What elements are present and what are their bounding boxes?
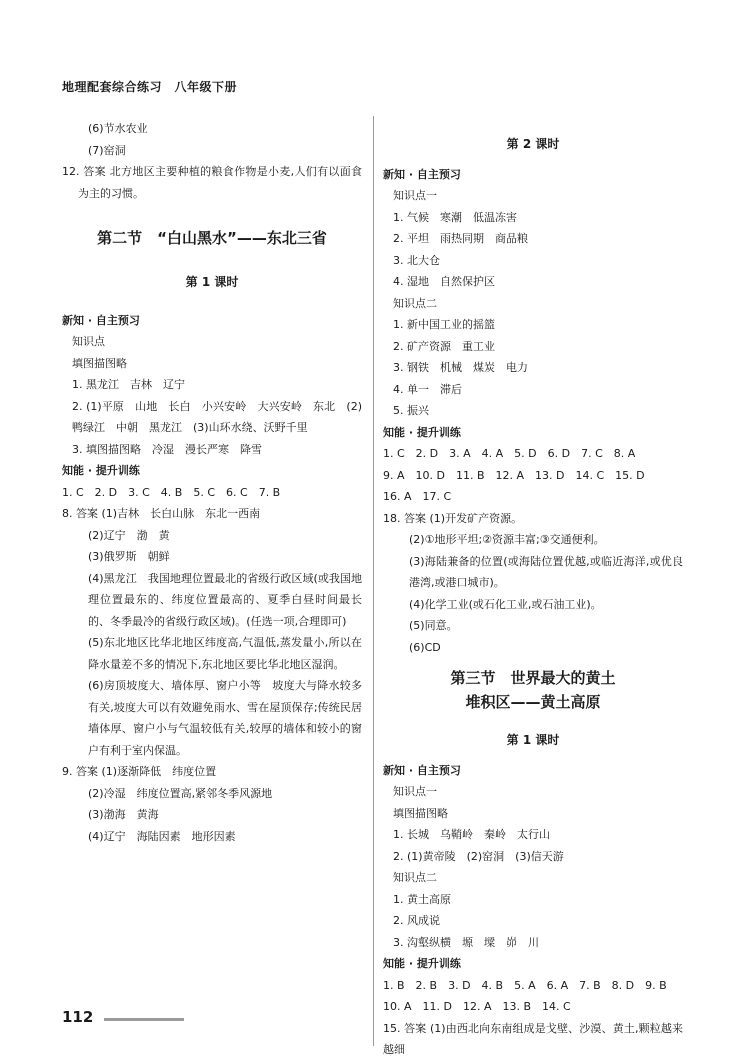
answer-line: 2. 矿产资源 重工业 — [393, 339, 495, 353]
column-divider — [373, 116, 374, 1046]
answer-line: 3. 填图描图略 冷湿 漫长严寒 降雪 — [72, 442, 262, 456]
answer-line: (3)海陆兼备的位置(或海陆位置优越,或临近海洋,或优良港湾,或港口城市)。 — [409, 554, 683, 589]
answer-line: 填图描图略 — [393, 806, 448, 820]
answer-line: 8. 答案 (1)吉林 长白山脉 东北一西南 — [62, 507, 261, 520]
answer-line: (6)房顶坡度大、墙体厚、窗户小等 坡度大与降水较多有关,坡度大可以有效避免雨水、雪在屋顶保存;传统民居墙体厚、窗户小与气温较低有关,较厚的墙体和较小的窗户有利于室内保温。 — [88, 679, 362, 757]
answer-line: 16. A 17. C — [383, 490, 452, 503]
answer-line: 1. 新中国工业的摇篮 — [393, 318, 495, 331]
answer-line: 3. 钢铁 机械 煤炭 电力 — [393, 361, 528, 374]
answer-line: 1. B 2. B 3. D 4. B 5. A 6. A 7. B 8. D 9. B — [383, 978, 667, 992]
right-column — [383, 118, 683, 1061]
lesson-title: 第 1 课时 — [185, 275, 239, 289]
answer-line: 2. 风成说 — [393, 914, 440, 927]
subsection-label: 新知 · 自主预习 — [62, 313, 140, 327]
answer-line: 4. 单一 滞后 — [393, 382, 462, 396]
answer-line: 1. 黑龙江 吉林 辽宁 — [72, 378, 185, 391]
subsection-label: 新知 · 自主预习 — [383, 763, 461, 777]
subsection-label: 知能 · 提升训练 — [383, 957, 461, 970]
answer-line: (2)①地形平坦;②资源丰富;③交通便利。 — [409, 533, 605, 546]
subsection-label: 知识点一 — [393, 785, 437, 798]
answer-line: 3. 沟壑纵横 塬 墚 峁 川 — [393, 935, 539, 949]
answer-line: 1. 黄土高原 — [393, 892, 451, 906]
answer-line: 1. 气候 寒潮 低温冻害 — [393, 210, 517, 224]
answer-line: (2)冷湿 纬度位置高,紧邻冬季风源地 — [88, 786, 273, 800]
answer-line: 18. 答案 (1)开发矿产资源。 — [383, 511, 523, 525]
lesson-title: 第 2 课时 — [506, 137, 560, 151]
subsection-label: 知识点 — [72, 335, 105, 348]
answer-line: 1. C 2. D 3. C 4. B 5. C 6. C 7. B — [62, 485, 281, 499]
answer-line: (6)CD — [409, 640, 441, 654]
subsection-label: 知识点二 — [393, 871, 437, 884]
section-title: 堆积区——黄土高原 — [465, 693, 601, 711]
section-title: 第二节 “白山黑水”——东北三省 — [97, 229, 327, 247]
answer-line: 4. 湿地 自然保护区 — [393, 275, 495, 288]
answer-line: 3. 北大仓 — [393, 253, 440, 267]
answer-line: 5. 振兴 — [393, 404, 429, 417]
subsection-label: 知识点二 — [393, 296, 437, 310]
answer-line: 填图描图略 — [72, 356, 127, 370]
answer-line: (4)黑龙江 我国地理位置最北的省级行政区域(或我国地理位置最东的、纬度位置最高的、夏季白昼时间最长的、冬季最冷的省级行政区域)。(任选一项,合理即可) — [88, 571, 362, 628]
answer-line: 2. 平坦 雨热同期 商品粮 — [393, 232, 528, 245]
answer-line: (3)渤海 黄海 — [88, 808, 159, 821]
answer-line: (5)同意。 — [409, 619, 458, 632]
section-title: 第三节 世界最大的黄土 — [450, 669, 616, 687]
answer-line: (4)辽宁 海陆因素 地形因素 — [88, 829, 236, 843]
answer-line: 1. C 2. D 3. A 4. A 5. D 6. D 7. C 8. A — [383, 447, 636, 460]
page-number: 112 — [62, 1008, 94, 1026]
answer-line: 10. A 11. D 12. A 13. B 14. C — [383, 1000, 571, 1013]
answer-line: 9. A 10. D 11. B 12. A 13. D 14. C 15. D — [383, 468, 645, 482]
answer-line: 12. 答案 北方地区主要种植的粮食作物是小麦,人们有以面食为主的习惯。 — [62, 165, 362, 200]
answer-line: 2. (1)黄帝陵 (2)窑洞 (3)信天游 — [393, 849, 564, 863]
lesson-title: 第 1 课时 — [506, 733, 560, 747]
left-column — [62, 118, 362, 847]
answer-line: 2. (1)平原 山地 长白 小兴安岭 大兴安岭 东北 (2)鸭绿江 中朝 黑龙江 (3)山环水绕、沃野千里 — [72, 399, 362, 434]
answer-line: (6)节水农业 — [88, 122, 148, 135]
answer-line: (5)东北地区比华北地区纬度高,气温低,蒸发量小,所以在降水量差不多的情况下,东北地区要比华北地区湿润。 — [88, 636, 362, 671]
answer-line: (7)窑洞 — [88, 143, 126, 157]
answer-line: 15. 答案 (1)由西北向东南组成是戈壁、沙漠、黄土,颗粒越来越细 — [383, 1021, 683, 1056]
answer-line: (4)化学工业(或石化工业,或石油工业)。 — [409, 597, 602, 611]
answer-line: 1. 长城 乌鞘岭 秦岭 太行山 — [393, 828, 550, 841]
subsection-label: 知能 · 提升训练 — [383, 425, 461, 439]
answer-line: 9. 答案 (1)逐渐降低 纬度位置 — [62, 765, 217, 778]
subsection-label: 新知 · 自主预习 — [383, 167, 461, 181]
page-number-bar — [104, 1018, 184, 1021]
answer-line: (2)辽宁 渤 黄 — [88, 528, 170, 542]
subsection-label: 知能 · 提升训练 — [62, 464, 140, 477]
subsection-label: 知识点一 — [393, 189, 437, 202]
answer-line: (3)俄罗斯 朝鲜 — [88, 550, 170, 563]
page-header: 地理配套综合练习 八年级下册 — [62, 80, 238, 94]
